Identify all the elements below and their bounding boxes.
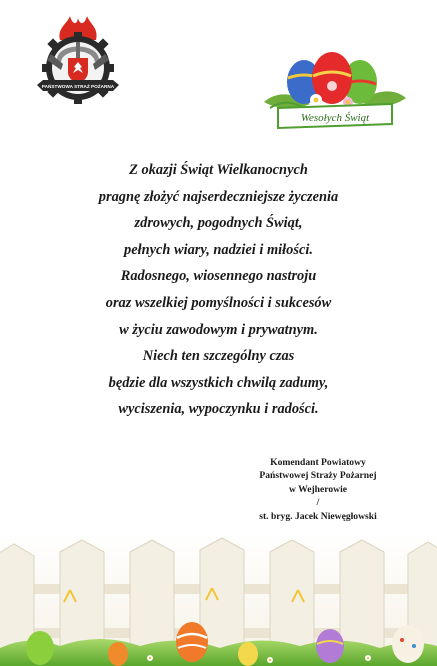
greeting-text	[20, 157, 417, 423]
logo-banner-text: PAŃSTWOWA STRAŻ POŻARNA	[41, 84, 115, 89]
greeting-line: Z okazji Świąt Wielkanocnych	[129, 162, 308, 178]
signature-line: Komendant Powiatowy	[270, 457, 366, 468]
picket-fence-easter-eggs-icon	[0, 530, 437, 666]
signature-line: st. bryg. Jacek Niewęgłowski	[259, 510, 377, 522]
fire-service-emblem-icon	[37, 14, 119, 110]
greeting-line: oraz wszelkiej pomyślności i sukcesów	[105, 294, 332, 311]
signature-line: /	[316, 497, 320, 509]
signature-line: Państwowej Straży Pożarnej	[259, 470, 377, 482]
greeting-line: pełnych wiary, nadziei i miłości.	[124, 241, 313, 258]
easter-eggs-icon	[260, 48, 410, 132]
greeting-line: Radosnego, wiosennego nastroju	[120, 268, 317, 285]
greeting-line: zdrowych, pogodnych Świąt,	[134, 215, 303, 232]
easter-badge-text: Wesołych Świąt	[300, 112, 370, 124]
greeting-line: pragnę złożyć najserdeczniejsze życzenia	[98, 188, 339, 205]
greeting-line: w życiu zawodowym i prywatnym.	[119, 321, 318, 338]
greeting-line: będzie dla wszystkich chwilą zadumy,	[108, 374, 329, 391]
signature-block	[218, 456, 418, 523]
greeting-line: wyciszenia, wypoczynku i radości.	[118, 401, 319, 418]
signature-line: w Wejherowie	[289, 483, 347, 495]
greeting-line: Niech ten szczególny czas	[142, 348, 295, 365]
